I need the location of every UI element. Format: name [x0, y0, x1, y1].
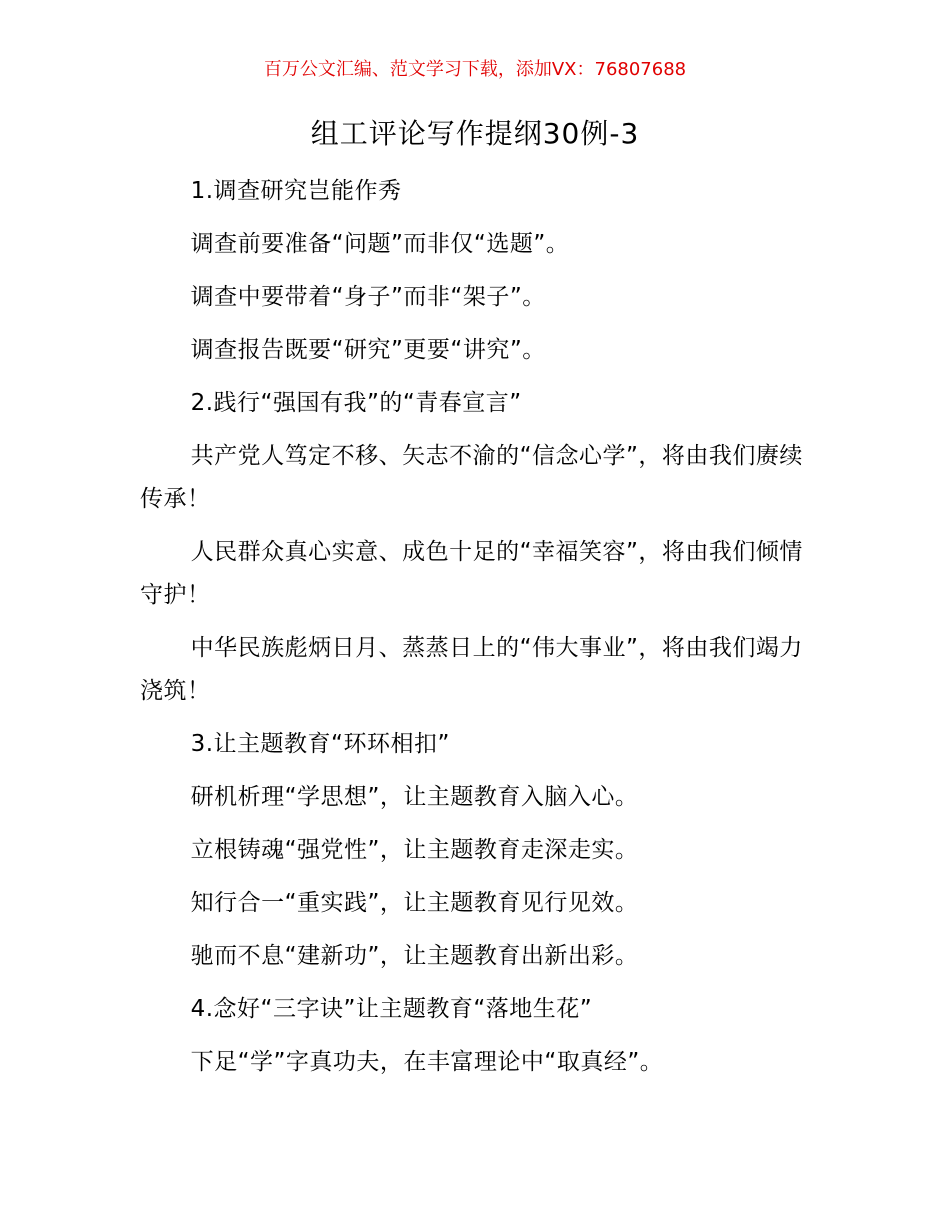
paragraph: 调查中要带着“身子”而非“架子”。	[190, 284, 546, 310]
document-body	[140, 170, 820, 1094]
paragraph: 立根铸魂“强党性”，让主题教育走深走实。	[190, 837, 639, 863]
paragraph: 人民群众真心实意、成色十足的“幸福笑容”，将由我们倾情守护！	[140, 539, 803, 608]
paragraph: 调查报告既要“研究”更要“讲究”。	[190, 337, 546, 363]
section-heading: 3.让主题教育“环环相扣”	[190, 731, 450, 757]
paragraph: 研机析理“学思想”，让主题教育入脑入心。	[190, 784, 639, 810]
header-note: 百万公文汇编、范文学习下载，添加VX：76807688	[263, 59, 687, 80]
section-heading: 2.践行“强国有我”的“青春宣言”	[190, 390, 522, 416]
paragraph: 中华民族彪炳日月、蒸蒸日上的“伟大事业”，将由我们竭力浇筑！	[140, 635, 803, 704]
paragraph: 知行合一“重实践”，让主题教育见行见效。	[190, 890, 639, 916]
section-heading: 4.念好“三字诀”让主题教育“落地生花”	[190, 996, 593, 1022]
paragraph: 调查前要准备“问题”而非仅“选题”。	[190, 231, 570, 257]
section-heading: 1.调查研究岂能作秀	[190, 178, 402, 204]
paragraph: 共产党人笃定不移、矢志不渝的“信念心学”，将由我们赓续传承！	[140, 443, 803, 512]
document-title: 组工评论写作提纲30例-3	[310, 117, 640, 150]
paragraph: 驰而不息“建新功”，让主题教育出新出彩。	[190, 943, 639, 969]
paragraph: 下足“学”字真功夫，在丰富理论中“取真经”。	[190, 1049, 664, 1075]
